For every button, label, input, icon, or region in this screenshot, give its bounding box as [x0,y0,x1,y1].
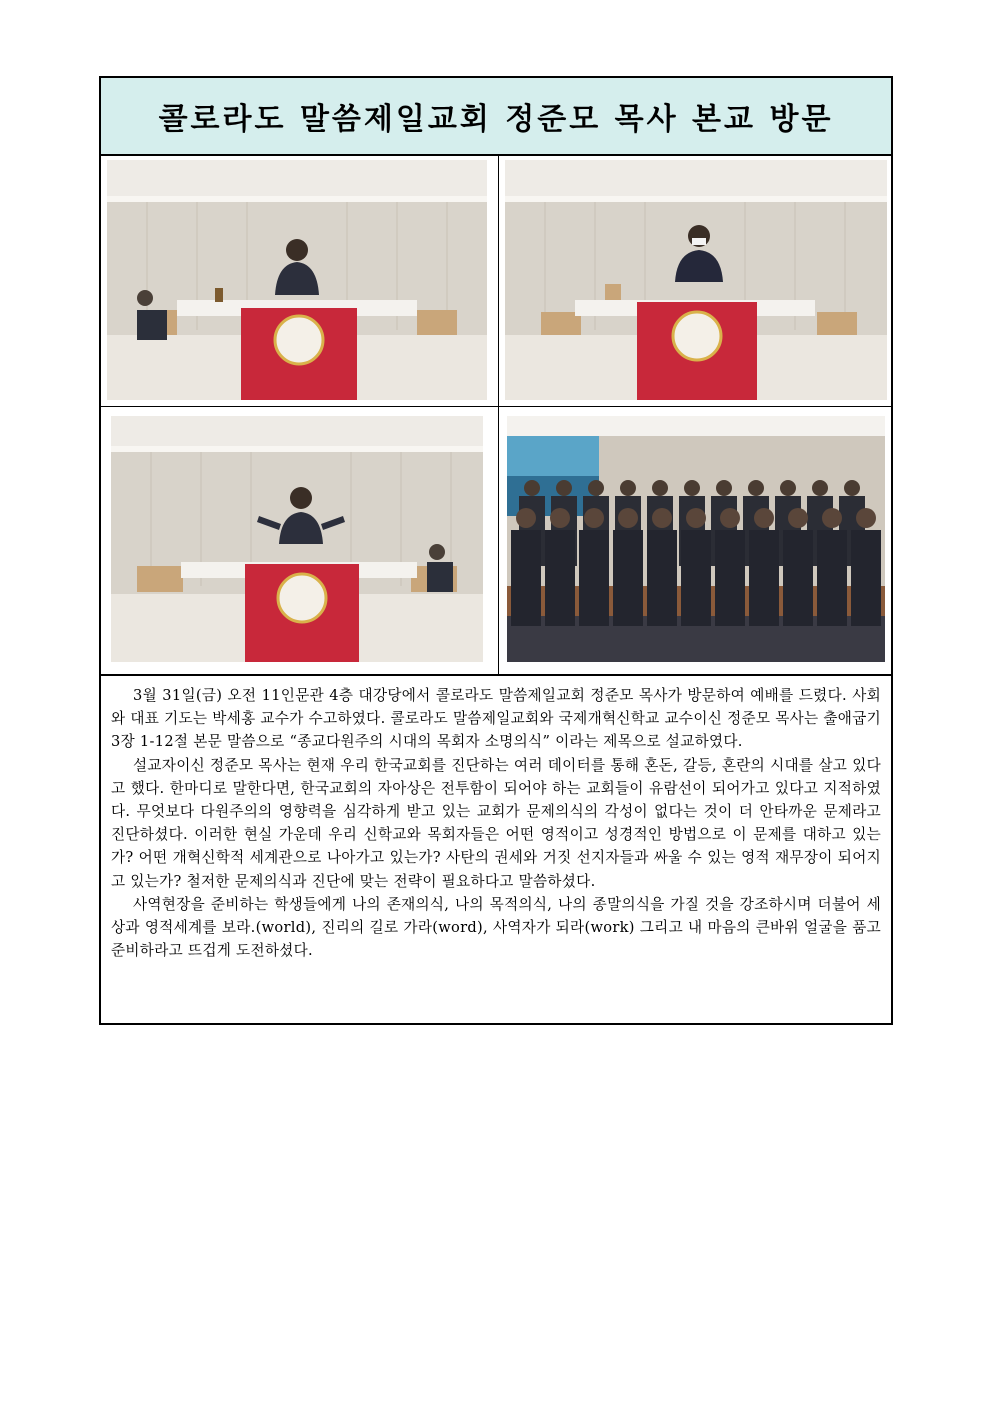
photo-grid [101,154,891,676]
title-bar [101,78,891,156]
article-paragraph: 3월 31일(금) 오전 11인문관 4층 대강당에서 콜로라도 말씀제일교회 정준모 목사가 방문하여 예배를 드렸다. 사회와 대표 기도는 박세홍 교수가 수고하였다. 콜로라도 말씀제일교회와 국제개혁신학교 교수이신 정준모 목사는 출애굽기 3장 1-12절 본문 말씀으로 “종교다원주의 시대의 목회자 소명의식” 이라는 제목으로 설교하였다. [111,687,881,751]
group-photo [507,416,885,662]
photo-preacher-at-pulpit [107,160,487,400]
page-title: 콜로라도 말씀제일교회 정준모 목사 본교 방문 [158,102,834,137]
masked-preacher-photo [505,160,887,400]
article-paragraph: 설교자이신 정준모 목사는 현재 우리 한국교회를 진단하는 여러 데이터를 통해 혼돈, 갈등, 혼란의 시대를 살고 있다고 했다. 한마디로 말한다면, 한국교회의 자아상은 전투함이 되어야 하는 교회들이 유람선이 되어가고 있다고 지적하였다. 무엇보다 다원주의의 영향력을 심각하게 받고 있는 교회가 문제의식의 각성이 없다는 것이 더 안타까운 문제라고 진단하셨다. 이러한 현실 가운데 우리 신학교와 목회자들은 어떤 영적이고 성경적인 방법으로 이 문제를 대하고 있는가? 어떤 개혁신학적 세계관으로 나아가고 있는가? 사탄의 권세와 거짓 선지자들과 싸울 수 있는 영적 재무장이 되어지고 있는가? 철저한 문제의식과 진단에 맞는 전략이 필요하다고 말씀하셨다. [111,756,881,890]
photo-group [507,416,885,662]
grid-divider-horizontal [101,406,891,407]
article-body [111,684,881,962]
benediction-photo [111,416,483,662]
photo-benediction [111,416,483,662]
preacher-at-pulpit-photo [107,160,487,400]
grid-divider-vertical [498,154,499,674]
article-paragraph: 사역현장을 준비하는 학생들에게 나의 존재의식, 나의 목적의식, 나의 종말의식을 가질 것을 강조하시며 더불어 세상과 영적세계를 보라.(world), 진리의 길로 가라(word), 사역자가 되라(work) 그리고 내 마음의 큰바위 얼굴을 품고 준비하라고 뜨겁게 도전하셨다. [111,895,881,960]
photo-masked-preacher [505,160,887,400]
article-frame [99,76,893,1025]
